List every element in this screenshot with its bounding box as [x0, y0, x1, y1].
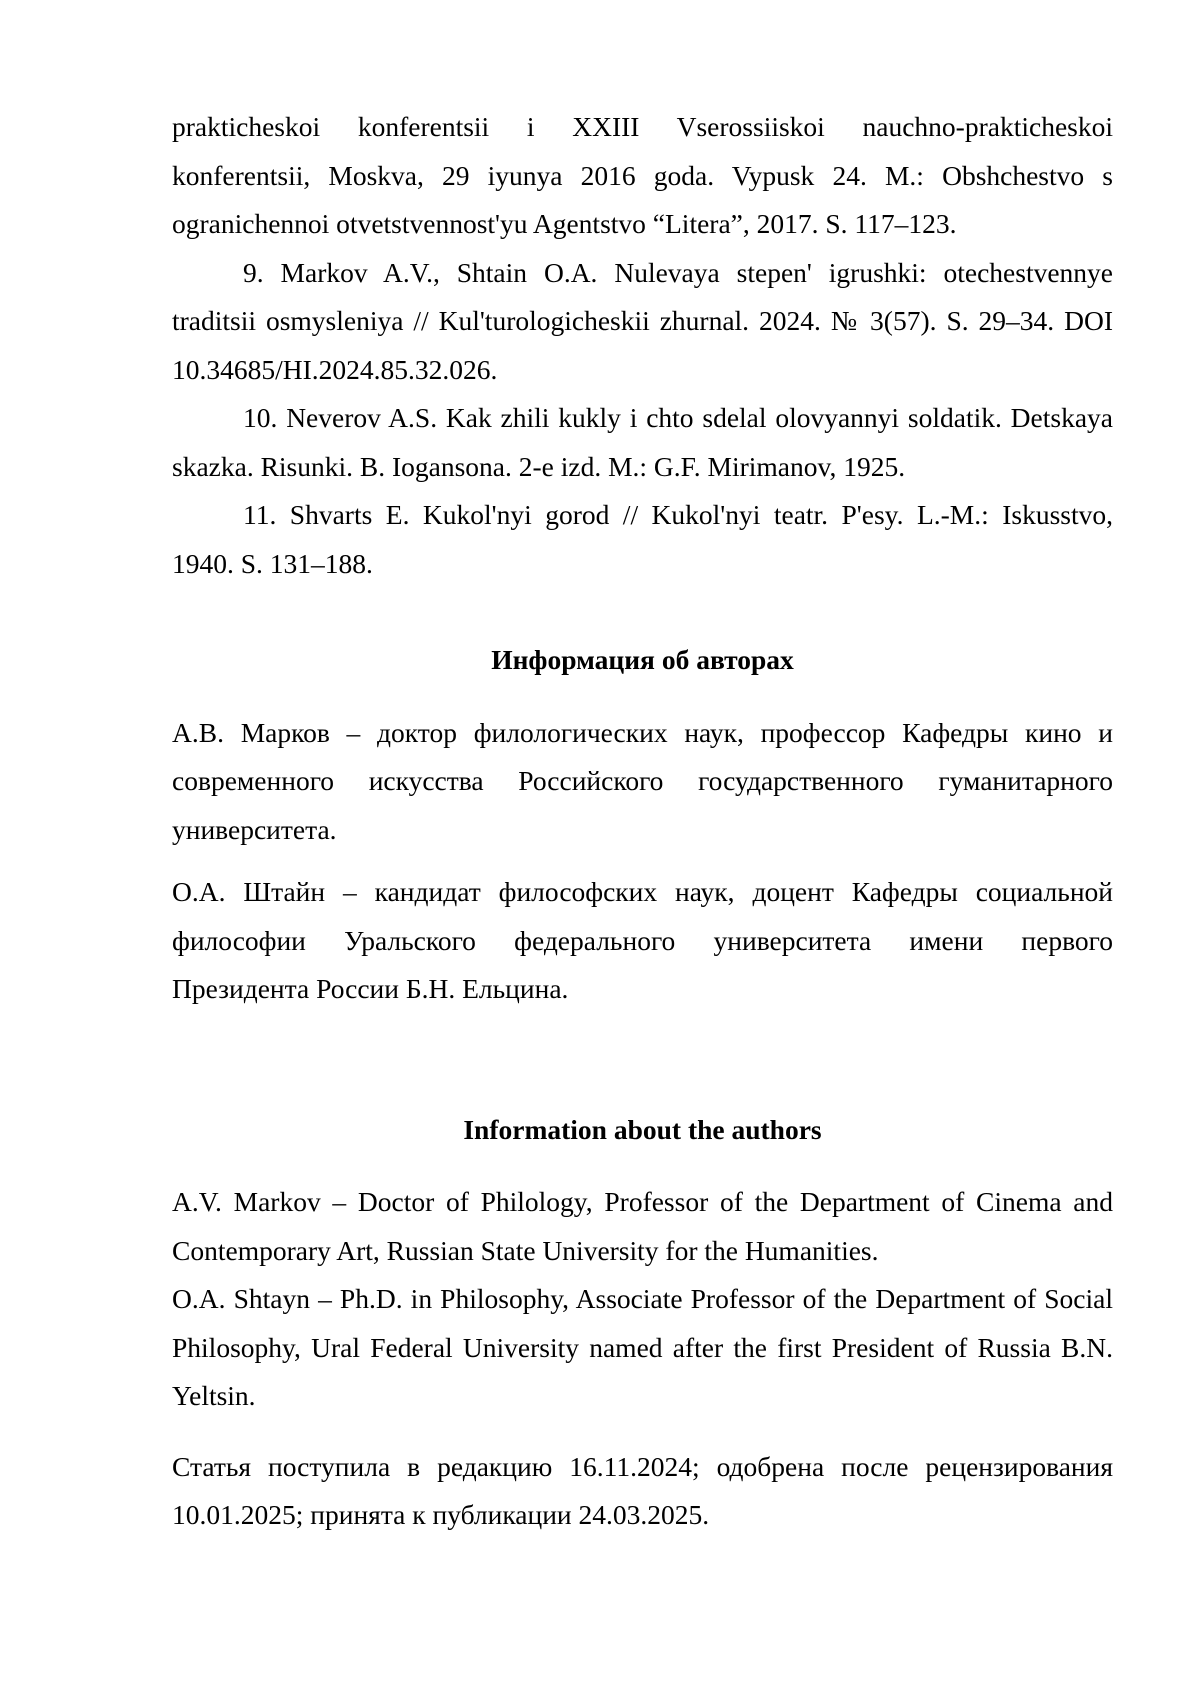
- text-line: 10.34685/HI.2024.85.32.026.: [172, 353, 498, 385]
- authors-info-heading-en: Information about the authors: [463, 1113, 822, 1145]
- text-line: Philosophy, Ural Federal University named after the first President of Russia B.N.: [172, 1331, 1113, 1363]
- text-line: Yeltsin.: [172, 1380, 256, 1411]
- text-line: 1940. S. 131–188.: [172, 547, 373, 579]
- text-line: ogranichennoi otvetstvennost'yu Agentstvo “Litera”, 2017. S. 117–123.: [172, 208, 957, 239]
- text-line: О.А. Штайн – кандидат философских наук, доцент Кафедры социальной: [172, 876, 1113, 907]
- text-line: современного искусства Российского государственного гуманитарного: [172, 765, 1113, 796]
- text-line: 10. Neverov A.S. Kak zhili kukly i chto sdelal olovyannyi soldatik. Detskaya: [243, 402, 1113, 433]
- authors-info-heading-ru: Информация об авторах: [491, 644, 794, 675]
- text-line: 9. Markov A.V., Shtain O.A. Nulevaya stepen' igrushki: otechestvennye: [243, 256, 1113, 288]
- author-shtayn-ru: [172, 868, 1113, 1014]
- reference-10: [172, 394, 1113, 491]
- reference-9: [172, 249, 1113, 395]
- reference-11: [172, 491, 1113, 588]
- text-line: Президента России Б.Н. Ельцина.: [172, 973, 569, 1004]
- text-line: А.В. Марков – доктор филологических наук, профессор Кафедры кино и: [172, 716, 1113, 748]
- text-line: skazka. Risunki. B. Iogansona. 2-e izd. M.: G.F. Mirimanov, 1925.: [172, 450, 906, 482]
- text-line: traditsii osmysleniya // Kul'turologicheskii zhurnal. 2024. № 3(57). S. 29–34. DOI: [172, 305, 1113, 336]
- text-line: konferentsii, Moskva, 29 iyunya 2016 goda. Vypusk 24. M.: Obshchestvo s: [172, 159, 1113, 191]
- text-line: O.A. Shtayn – Ph.D. in Philosophy, Associate Professor of the Department of Social: [172, 1283, 1113, 1314]
- text-line: prakticheskoi konferentsii i XXIII Vserossiiskoi nauchno-prakticheskoi: [172, 111, 1113, 142]
- article-dates: [172, 1443, 1113, 1540]
- author-markov-ru: [172, 709, 1113, 855]
- text-line: философии Уральского федерального университета имени первого: [172, 924, 1113, 956]
- reference-8-continuation: [172, 103, 1113, 249]
- page-content: [172, 103, 1113, 1540]
- text-line: Статья поступила в редакцию 16.11.2024; одобрена после рецензирования: [172, 1450, 1113, 1482]
- text-line: 11. Shvarts E. Kukol'nyi gorod // Kukol'nyi teatr. P'esy. L.-M.: Iskusstvo,: [243, 499, 1113, 530]
- author-markov-en: [172, 1178, 1113, 1275]
- text-line: университета.: [172, 813, 337, 845]
- author-shtayn-en: [172, 1275, 1113, 1421]
- text-line: Contemporary Art, Russian State University for the Humanities.: [172, 1234, 879, 1266]
- text-line: A.V. Markov – Doctor of Philology, Professor of the Department of Cinema and: [172, 1186, 1113, 1217]
- text-line: 10.01.2025; принята к публикации 24.03.2025.: [172, 1499, 710, 1530]
